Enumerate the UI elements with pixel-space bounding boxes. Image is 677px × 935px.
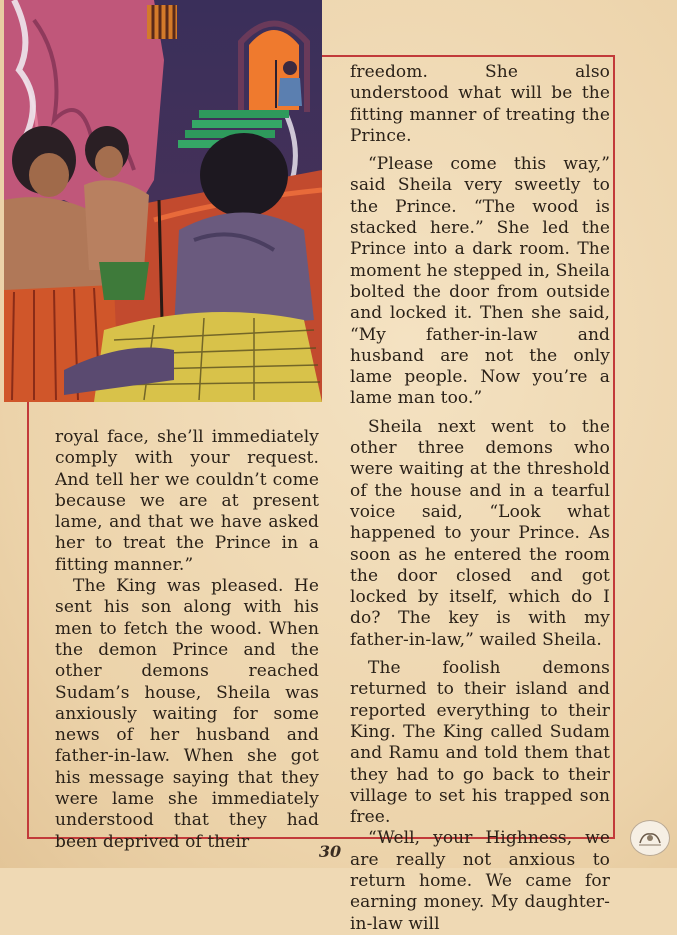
paragraph: The King was pleased. He sent his son along with his men to fetch the wood. When the demon Prince and the other demons reached Sudam’s house, Sheila was anxiously waiting for some news of her husband and father-in-law. When she got his message saying that they were lame she immediately understood that they had been deprived of their [55, 576, 319, 852]
paragraph: “Well, your Highness, we are really not anxious to return home. We came for earning money. My daughter-in-law will [350, 828, 610, 934]
right-text-column [350, 62, 610, 935]
left-text-column [55, 427, 319, 853]
page-number: 30 [318, 842, 342, 861]
paragraph: Sheila next went to the other three demons who were waiting at the threshold of the house and in a tearful voice said, “Look what happened to your Prince. As soon as he entered the room the door closed and got locked by itself, which do I do? The key is with my father-in-law,” wailed Sheila. [350, 416, 610, 650]
paragraph: “Please come this way,” said Sheila very sweetly to the Prince. “The wood is stacked here.” She led the Prince into a dark room. The moment he stepped in, Sheila bolted the door from outside and locked it. Then she said, “My father-in-law and husband are not the only lame people. Now you’re a lame man too.” [350, 154, 610, 409]
library-stamp-icon [630, 820, 670, 856]
paragraph: royal face, she’ll immediately comply with your request. And tell her we couldn’t come because we are at present lame, and that we have asked her to treat the Prince in a fitting manner.” [55, 427, 319, 575]
paragraph: The foolish demons returned to their island and reported everything to their King. The King called Sudam and Ramu and told them that they had to go back to their village to set his trapped son free. [350, 658, 610, 828]
story-illustration [4, 0, 322, 402]
paragraph: freedom. She also understood what will be the fitting manner of treating the Prince. [350, 62, 610, 146]
demons-at-doorway-illustration [4, 0, 322, 402]
